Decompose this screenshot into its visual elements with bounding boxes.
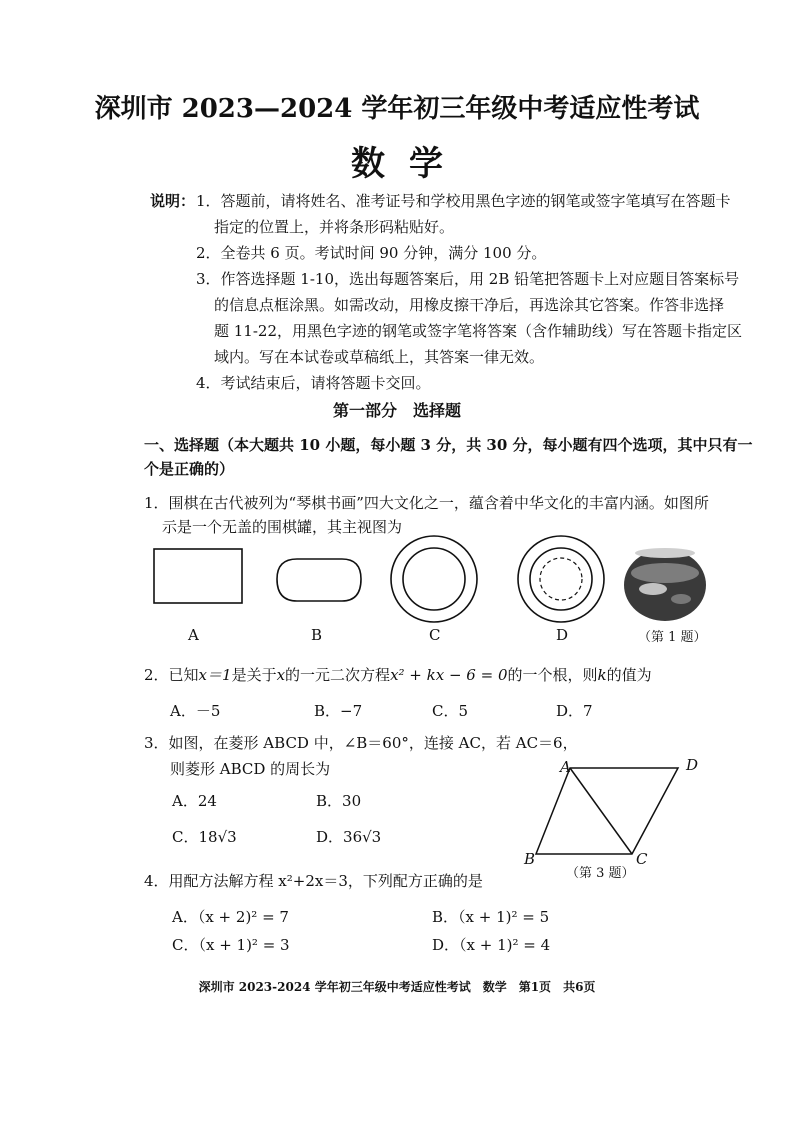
- q3-text: 3．如图，在菱形 ABCD 中，∠B＝60°，连接 AC，若 AC＝6，: [144, 734, 578, 752]
- option-d-inner-circle: [530, 548, 592, 610]
- point-d-label: D: [686, 756, 699, 774]
- q2-equation: x² + kx − 6 = 0: [390, 666, 508, 684]
- q3-option-c: C．18√3: [172, 828, 237, 846]
- q2-condition: x＝1: [198, 666, 232, 684]
- part-heading: 一、选择题（本大题共 10 小题，每小题 3 分，共 30 分，每小题有四个选项，其中只有一: [144, 436, 753, 454]
- q1-label-a: A: [188, 626, 199, 644]
- q3-text-cont: 则菱形 ABCD 的周长为: [170, 760, 331, 778]
- rhombus-abcd: [536, 768, 678, 854]
- q4-option-d: D．（x + 1)² = 4: [432, 936, 551, 954]
- option-d-outer-circle: [518, 536, 604, 622]
- instruction-line: 题 11-22，用黑色字迹的钢笔或签字笔将答案（含作辅助线）写在答题卡指定区: [214, 322, 743, 340]
- q1-label-d: D: [556, 626, 569, 644]
- q1-label-b: B: [311, 626, 323, 644]
- point-a-label: A: [560, 758, 571, 776]
- point-c-label: C: [636, 850, 648, 868]
- q2-option-b: B．−7: [314, 702, 363, 720]
- q1-caption: （第 1 题）: [638, 630, 707, 645]
- instruction-line: 2．全卷共 6 页。考试时间 90 分钟，满分 100 分。: [196, 244, 547, 262]
- option-a-rectangle: [154, 549, 242, 603]
- diagonal-ac: [570, 768, 632, 854]
- q2-option-d: D．7: [556, 702, 593, 720]
- point-b-label: B: [524, 850, 536, 868]
- section-title: 第一部分 选择题: [332, 401, 461, 420]
- instruction-line: 1．答题前，请将姓名、准考证号和学校用黑色字迹的钢笔或签字笔填写在答题卡: [196, 192, 731, 210]
- instruction-line: 3．作答选择题 1-10，选出每题答案后，用 2B 铅笔把答题卡上对应题目答案标号: [196, 270, 740, 288]
- q2-text: 2．已知x＝1是关于x的一元二次方程x² + kx − 6 = 0的一个根，则k的值为: [144, 666, 652, 684]
- q3-option-d: D．36√3: [316, 828, 382, 846]
- q1-text: 1．围棋在古代被列为“琴棋书画”四大文化之一，蕴含着中华文化的丰富内涵。如图所: [144, 494, 709, 512]
- q3-option-b: B．30: [316, 792, 362, 810]
- option-b-rounded-shape: [277, 559, 361, 601]
- q4-option-a: A．（x + 2)² = 7: [172, 908, 289, 926]
- q1-label-c: C: [429, 626, 441, 644]
- instructions-label: 说明：: [150, 192, 196, 210]
- q2-k: k: [597, 666, 607, 684]
- q3-option-a: A．24: [172, 792, 217, 810]
- q4-text: 4．用配方法解方程 x²+2x＝3，下列配方正确的是: [144, 872, 483, 890]
- option-d-dashed-circle: [540, 558, 582, 600]
- instruction-line: 域内。写在本试卷或草稿纸上，其答案一律无效。: [214, 348, 545, 366]
- option-c-outer-circle: [391, 536, 477, 622]
- q3-caption: （第 3 题）: [566, 866, 635, 881]
- q4-option-b: B．（x + 1)² = 5: [432, 908, 550, 926]
- instruction-line: 的信息点框涂黑。如需改动，用橡皮擦干净后，再选涂其它答案。作答非选择: [214, 296, 725, 314]
- subject-title: 数学: [351, 144, 467, 184]
- q4-option-c: C．（x + 1)² = 3: [172, 936, 290, 954]
- q2-variable: x: [276, 666, 286, 684]
- q1-text-cont: 示是一个无盖的围棋罐，其主视图为: [162, 518, 403, 536]
- instruction-line: 指定的位置上，并将条形码粘贴好。: [214, 218, 455, 236]
- instruction-line: 4．考试结束后，请将答题卡交回。: [196, 374, 431, 392]
- go-jar-photo: [624, 548, 706, 621]
- part-heading-cont: 个是正确的）: [144, 460, 235, 478]
- exam-title: 深圳市 2023—2024 学年初三年级中考适应性考试: [94, 94, 700, 124]
- q2-option-c: C．5: [432, 702, 469, 720]
- option-c-inner-circle: [403, 548, 465, 610]
- page-footer: 深圳市 2023-2024 学年初三年级中考适应性考试 数学 第1页 共6页: [198, 980, 596, 994]
- q1-figures: [145, 535, 745, 640]
- q2-option-a: A．－5: [170, 702, 221, 720]
